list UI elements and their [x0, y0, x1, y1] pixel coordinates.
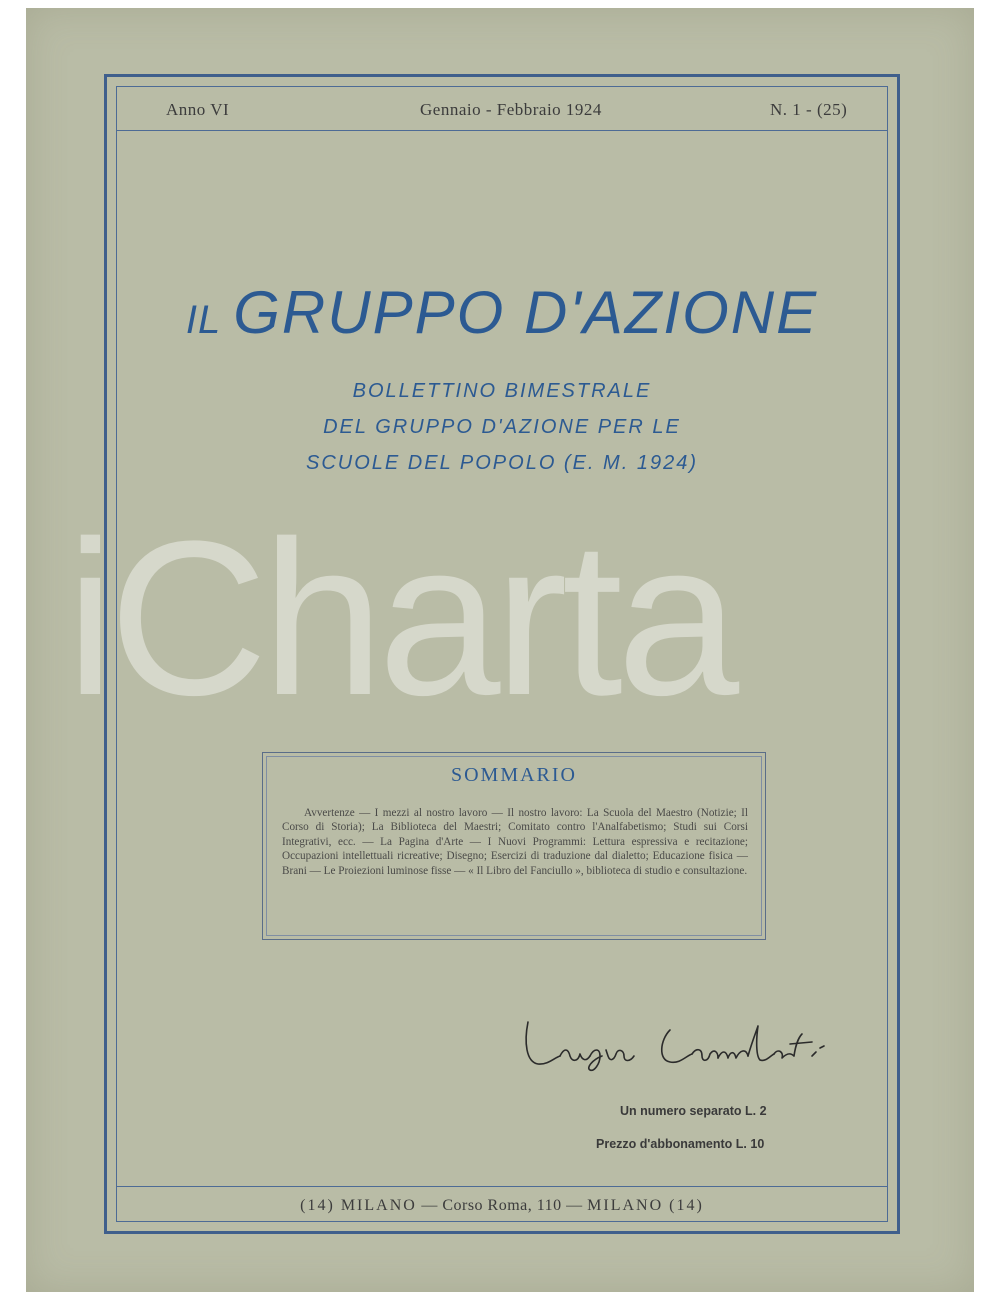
issue-number: N. 1 - (25) [770, 100, 848, 119]
subtitle-line-2: DEL GRUPPO D'AZIONE PER LE [323, 416, 681, 438]
footer-rule [116, 1186, 888, 1187]
title-article: IL [185, 298, 222, 342]
summary-text: Avvertenze — I mezzi al nostro lavoro — Il nostro lavoro: La Scuola del Maestro (Notizie; Il Corso di Storia); La Biblioteca del Maestri; Comitato contro l'Analfabetismo; Studi sui Corsi Integrativi, ecc. — La Pagina d'Arte — I Nuovi Programmi: Lettura espressiva e recitazione; Occupazioni intellettuali ricreative; Disegno; Esercizi di traduzione dal dialetto; Educazione fisica — Brani — Le Proiezioni luminose fisse — « Il Libro del Fanciullo », biblioteca di studio e consultazione. [282, 807, 748, 877]
issue-year: Anno VI [166, 100, 230, 119]
issue-date: Gennaio - Febbraio 1924 [420, 100, 602, 119]
title-main: GRUPPO D'AZIONE [233, 279, 819, 346]
subtitle-line-1: BOLLETTINO BIMESTRALE [352, 380, 652, 402]
watermark: iCharta [66, 495, 734, 741]
footer-city-right: MILANO (14) [587, 1197, 704, 1214]
summary-title: SOMMARIO [450, 764, 578, 786]
subtitle-line-3: SCUOLE DEL POPOLO (E. M. 1924) [306, 452, 698, 474]
footer-city-left: (14) MILANO [300, 1197, 417, 1214]
footer-address [116, 1197, 888, 1215]
handwritten-signature [520, 1012, 850, 1076]
footer-street: — Corso Roma, 110 — [421, 1197, 583, 1214]
header-rule [116, 130, 888, 131]
subscription-price: Prezzo d'abbonamento L. 10 [596, 1137, 765, 1151]
single-issue-price: Un numero separato L. 2 [620, 1104, 767, 1118]
page-title [120, 278, 884, 347]
